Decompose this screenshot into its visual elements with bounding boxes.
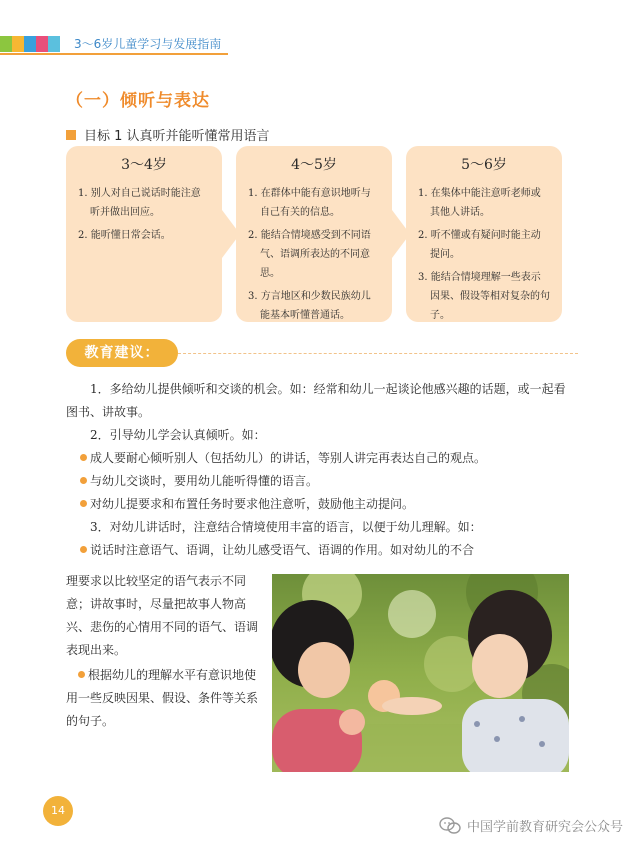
bullet-icon: [80, 454, 87, 461]
age-item: 2. 能结合情境感受到不同语气、语调所表达的不同意思。: [248, 230, 371, 279]
page-number: 14: [43, 796, 73, 826]
age-item: 1. 在集体中能注意听老师或其他人讲话。: [418, 188, 541, 218]
bullet-item: 与幼儿交谈时，要用幼儿能听得懂的语言。: [66, 470, 574, 493]
goal-square-icon: [66, 130, 76, 140]
age-item-list: [66, 174, 222, 245]
bullet-continuation: 理要求以比较坚定的语气表示不同意；讲故事时，尽量把故事人物高兴、悲伤的心情用不同的语气、语调表现出来。: [66, 574, 259, 657]
stripe-yellow: [12, 36, 24, 52]
side-text: [66, 570, 260, 733]
age-title: 5～6岁: [461, 157, 507, 173]
divider: [178, 353, 578, 354]
bullet-item: 对幼儿提要求和布置任务时要求他注意听，鼓励他主动提问。: [66, 493, 574, 516]
photo-illustration: [272, 574, 569, 772]
wechat-icon: [439, 817, 461, 835]
age-item: 2. 听不懂或有疑问时能主动提问。: [418, 230, 541, 260]
header-color-stripes: [0, 36, 60, 52]
paragraph-3: 3．对幼儿讲话时，注意结合情境使用丰富的语言，以便于幼儿理解。如：: [90, 520, 482, 534]
age-item: 1. 在群体中能有意识地听与自己有关的信息。: [248, 188, 371, 218]
paragraph-1: 1．多给幼儿提供倾听和交谈的机会。如：经常和幼儿一起谈论他感兴趣的话题，或一起看图书、讲故事。: [66, 382, 566, 419]
stripe-cyan: [48, 36, 60, 52]
goal-heading: [66, 125, 270, 144]
bullet-item: 成人要耐心倾听别人（包括幼儿）的讲话，等别人讲完再表达自己的观点。: [66, 447, 574, 470]
bullet-item: 根据幼儿的理解水平有意识地使用一些反映因果、假设、条件等关系的句子。: [66, 668, 259, 728]
paragraph-2: 2．引导幼儿学会认真倾听。如：: [90, 428, 266, 442]
watermark: [439, 816, 623, 835]
suggestion-body: [66, 378, 574, 562]
age-item-list: [236, 174, 392, 325]
age-item: 3. 能结合情境理解一些表示因果、假设等相对复杂的句子。: [418, 272, 550, 321]
age-box-5-6: [406, 146, 562, 322]
age-item: 1. 别人对自己说话时能注意听并做出回应。: [78, 188, 201, 218]
header-title: 3～6岁儿童学习与发展指南: [74, 37, 222, 51]
age-item-list: [406, 174, 562, 325]
bullet-icon: [80, 546, 87, 553]
stripe-green: [0, 36, 12, 52]
age-item: 2. 能听懂日常会话。: [78, 230, 171, 241]
age-box-3-4: [66, 146, 222, 322]
age-title: 4～5岁: [291, 157, 337, 173]
children-photo: [272, 574, 569, 772]
header-underline: [0, 53, 228, 55]
bullet-item: 说话时注意语气、语调，让幼儿感受语气、语调的作用。如对幼儿的不合: [66, 539, 574, 562]
bullet-icon: [78, 671, 85, 678]
edu-suggestion-label: 教育建议：: [66, 339, 178, 367]
bullet-icon: [80, 477, 87, 484]
age-item: 3. 方言地区和少数民族幼儿能基本听懂普通话。: [248, 291, 371, 321]
age-title: 3～4岁: [121, 157, 167, 173]
section-title: （一）倾听与表达: [66, 91, 210, 111]
age-box-4-5: [236, 146, 392, 322]
goal-text: 目标 1 认真听并能听懂常用语言: [84, 129, 270, 144]
stripe-pink: [36, 36, 48, 52]
stripe-blue: [24, 36, 36, 52]
bullet-icon: [80, 500, 87, 507]
watermark-text: 中国学前教育研究会公众号: [466, 820, 623, 835]
